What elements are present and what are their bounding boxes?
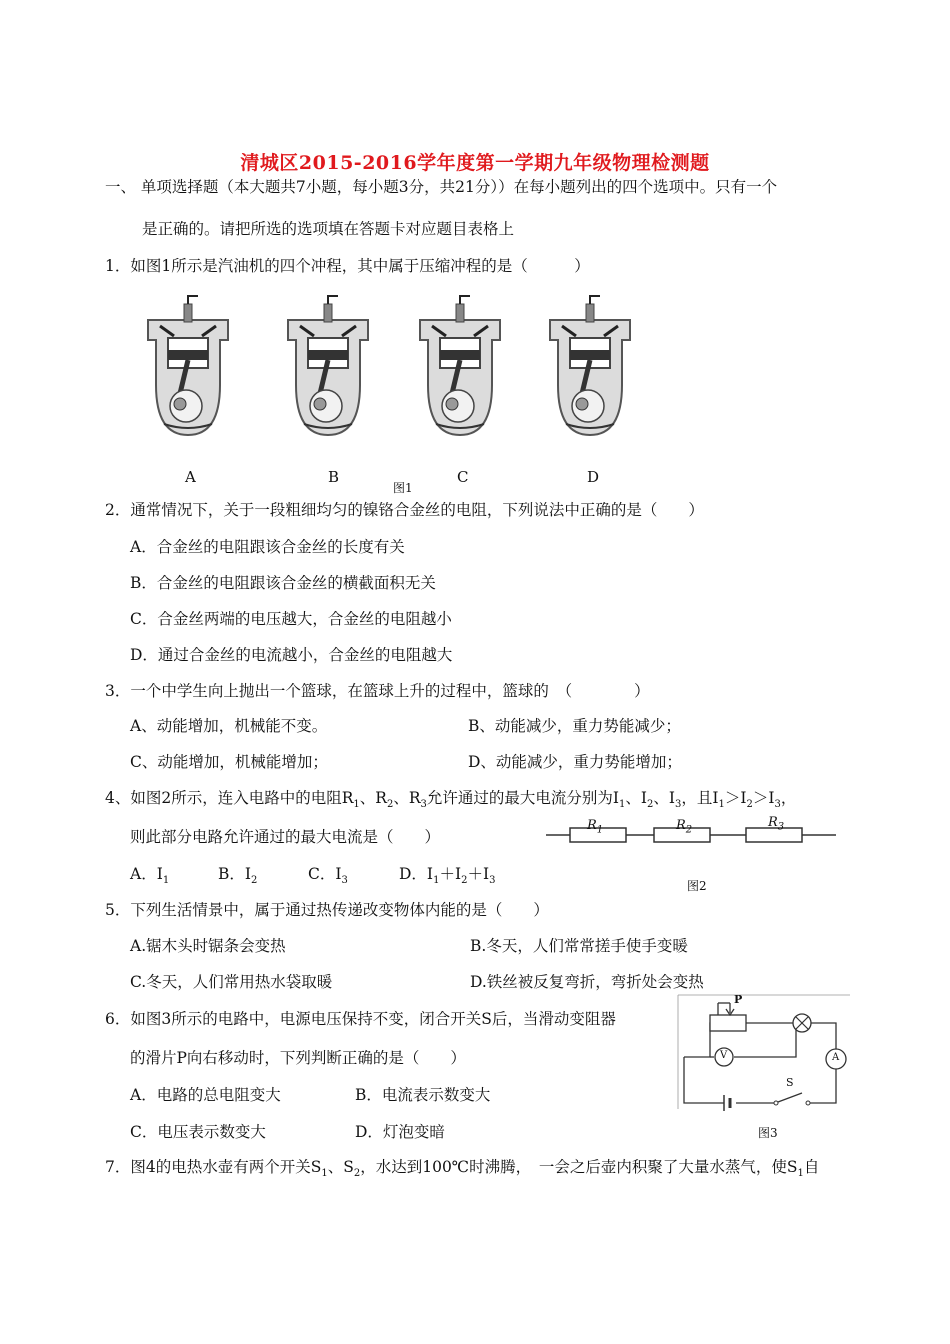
question-3-option-d: D、动能减少，重力势能增加；: [468, 753, 682, 771]
voltmeter-label: V: [720, 1050, 728, 1061]
engine-diagram-figure: [130, 290, 670, 440]
circuit-figure: [674, 993, 854, 1113]
figure1-label-a: A: [185, 468, 196, 486]
engine-stroke-d: [550, 296, 630, 435]
question-4-option-c: C．$I_3$: [308, 865, 348, 887]
figure2-caption: 图2: [687, 879, 707, 893]
question-1-stem: 1．如图1所示是汽油机的四个冲程，其中属于压缩冲程的是（ ）: [105, 257, 590, 275]
battery-icon: [724, 1095, 730, 1111]
resistor-2-label: $R_2$: [676, 818, 693, 836]
section-heading-line2: 是正确的。请把所选的选项填在答题卡对应题目表格上: [142, 220, 515, 238]
engine-stroke-c: [420, 296, 500, 435]
question-7-stem: 7．图4的电热水壶有两个开关$S_1$、$S_2$，水达到100℃时沸腾， 一会之后壶内积聚了大量水蒸气，使$S_1$自: [105, 1158, 820, 1180]
section-heading-line1: 一、 单项选择题（本大题共7小题，每小题3分，共21分））在每小题列出的四个选项中。只有一个: [105, 178, 778, 196]
question-3-option-c: C、动能增加，机械能增加；: [130, 753, 328, 771]
resistor-3-label: $R_3$: [768, 815, 785, 833]
question-6-stem: 6．如图3所示的电路中，电源电压保持不变，闭合开关S后，当滑动变阻器: [105, 1010, 616, 1028]
resistor-1-label: $R_1$: [587, 818, 604, 836]
question-2-option-a: A．合金丝的电阻跟该合金丝的长度有关: [130, 538, 405, 556]
question-4-option-d: D．$I_1+I_2+I_3$: [399, 865, 496, 887]
question-4-stem-line2: 则此部分电路允许通过的最大电流是（ ）: [130, 828, 441, 846]
question-2-option-b: B．合金丝的电阻跟该合金丝的横截面积无关: [130, 574, 436, 592]
question-6-option-a: A．电路的总电阻变大: [130, 1086, 281, 1104]
figure1-label-b: B: [328, 468, 340, 486]
figure1-caption: 图1: [393, 481, 413, 495]
question-4-stem: 4、如图2所示，连入电路中的电阻$R_1$、$R_2$、$R_3$允许通过的最大电流分别为$I_1$、$I_2$、$I_3$，且$I_1>I_2>I_3$，: [105, 789, 797, 811]
ammeter-label: A: [832, 1052, 840, 1063]
question-2-option-c: C．合金丝两端的电压越大，合金丝的电阻越小: [130, 610, 452, 628]
page-title: 清城区2015-2016学年度第一学期九年级物理检测题: [240, 152, 710, 174]
question-5-option-b: B.冬天，人们常常搓手使手变暖: [470, 937, 688, 955]
question-4-option-b: B．$I_2$: [218, 865, 258, 887]
question-5-option-d: D.铁丝被反复弯折，弯折处会变热: [470, 973, 704, 991]
question-5-option-c: C.冬天，人们常用热水袋取暖: [130, 973, 333, 991]
rheostat: [710, 1015, 746, 1031]
question-4-option-a: A．$I_1$: [130, 865, 170, 887]
figure3-caption: 图3: [758, 1126, 778, 1140]
question-5-stem: 5．下列生活情景中，属于通过热传递改变物体内能的是（ ）: [105, 901, 549, 919]
question-2-stem: 2．通常情况下，关于一段粗细均匀的镍铬合金丝的电阻，下列说法中正确的是（ ）: [105, 501, 704, 519]
switch-label: S: [786, 1076, 794, 1089]
question-3-stem: 3．一个中学生向上抛出一个篮球，在篮球上升的过程中，篮球的 （ ）: [105, 682, 650, 700]
question-6-stem-line2: 的滑片P向右移动时，下列判断正确的是（ ）: [130, 1049, 466, 1067]
figure1-label-d: D: [587, 468, 600, 486]
question-3-option-b: B、动能减少，重力势能减少；: [468, 717, 681, 735]
question-3-option-a: A、动能增加，机械能不变。: [130, 717, 328, 735]
engine-stroke-b: [288, 296, 368, 435]
figure1-label-c: C: [457, 468, 469, 486]
question-6-option-b: B．电流表示数变大: [355, 1086, 491, 1104]
question-5-option-a: A.锯木头时锯条会变热: [130, 937, 286, 955]
rheostat-slider-label: P: [734, 993, 743, 1006]
engine-stroke-a: [148, 296, 228, 435]
question-2-option-d: D．通过合金丝的电流越小，合金丝的电阻越大: [130, 646, 453, 664]
switch-icon: [774, 1093, 810, 1105]
question-6-option-c: C．电压表示数变大: [130, 1123, 266, 1141]
question-6-option-d: D．灯泡变暗: [355, 1123, 445, 1141]
